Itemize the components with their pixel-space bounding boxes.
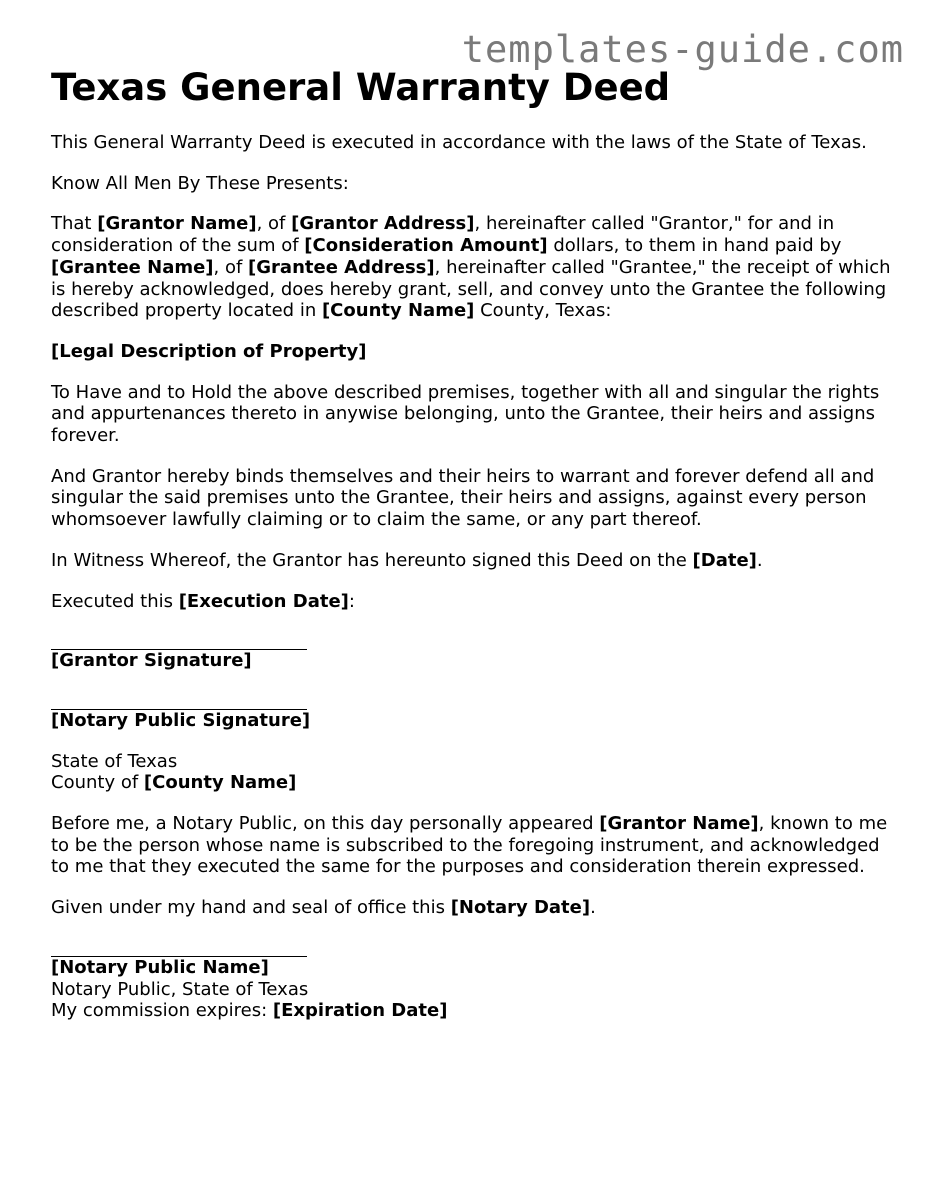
notary-name-block: [51, 938, 891, 1022]
grant-text-3: , hereinafter called "Grantor," for and in consideration of the sum of: [51, 213, 835, 257]
venue-county-prefix: County of: [51, 772, 144, 794]
grant-text-6: , hereinafter called "Grantee," the receipt of which is hereby acknowledged, does hereby grant, sell, and convey unto the Grantee the following described property located in: [51, 256, 891, 322]
warranty-paragraph: And Grantor hereby binds themselves and their heirs to warrant and forever defend all and singular the said premises unto the Grantee, their heirs and assigns, against every person whomsoever lawfully claiming or to claim the same, or any part thereof.: [51, 465, 875, 531]
notary-name-placeholder: [Notary Public Name]: [51, 956, 269, 978]
venue-state: State of Texas: [51, 750, 178, 772]
acknowledgment-paragraph: [51, 813, 891, 878]
grant-text-5: , of: [213, 256, 249, 278]
grantor-signature-label: [51, 650, 891, 672]
document-title: Texas General Warranty Deed: [51, 66, 671, 109]
grantor-name-placeholder: [Grantor Name]: [97, 213, 257, 235]
venue-county-placeholder: [County Name]: [143, 772, 297, 794]
commission-prefix: My commission expires:: [51, 1000, 273, 1022]
executed-text-2: :: [348, 590, 355, 612]
intro-paragraph: This General Warranty Deed is executed in accordance with the laws of the State of Texas.: [51, 132, 867, 153]
witness-text-2: .: [756, 549, 763, 571]
notary-signature-label: [51, 710, 891, 732]
ack-text-1: Before me, a Notary Public, on this day personally appeared: [51, 813, 600, 835]
grant-text-1: That: [51, 213, 98, 235]
notary-signature-line: [51, 691, 307, 710]
know-all-paragraph: Know All Men By These Presents:: [51, 172, 349, 194]
date-placeholder: [Date]: [692, 549, 757, 571]
grantor-signature-block: [51, 631, 891, 672]
habendum-paragraph: To Have and to Hold the above described premises, together with all and singular the rights and appurtenances thereto in anywise belonging, unto the Grantee, their heirs and assigns forever.: [51, 381, 880, 447]
grantee-address-placeholder: [Grantee Address]: [248, 256, 435, 278]
grantor-signature-placeholder: [Grantor Signature]: [51, 650, 252, 672]
grant-text-7: County, Texas:: [474, 300, 612, 322]
ack-text-2: , known to me to be the person whose name is subscribed to the foregoing instrument, and acknowledged to me that they executed the same for the purposes and consideration therein expressed.: [51, 813, 888, 878]
ack-grantor-name-placeholder: [Grantor Name]: [599, 813, 759, 835]
watermark: templates-guide.com: [461, 28, 904, 71]
given-text-2: .: [590, 897, 596, 919]
legal-description: [51, 341, 891, 363]
given-text-1: Given under my hand and seal of office this: [51, 897, 451, 919]
county-placeholder: [County Name]: [321, 300, 475, 322]
notary-name-line: [51, 938, 307, 957]
witness-paragraph: [51, 550, 891, 572]
grantee-name-placeholder: [Grantee Name]: [51, 256, 214, 278]
notary-signature-placeholder: [Notary Public Signature]: [51, 709, 311, 731]
notary-signature-block: [51, 691, 891, 732]
expiration-date-placeholder: [Expiration Date]: [272, 1000, 448, 1022]
grant-paragraph: [51, 213, 891, 322]
notary-name-label: [51, 957, 891, 1022]
legal-description-placeholder: [Legal Description of Property]: [51, 340, 367, 362]
venue-block: [51, 751, 891, 794]
execution-date-placeholder: [Execution Date]: [178, 590, 349, 612]
grant-text-2: , of: [256, 213, 292, 235]
notary-title: Notary Public, State of Texas: [51, 978, 309, 1000]
notary-date-placeholder: [Notary Date]: [450, 897, 591, 919]
given-paragraph: [51, 897, 891, 919]
grantor-signature-line: [51, 631, 307, 650]
consideration-placeholder: [Consideration Amount]: [304, 235, 548, 257]
deed-document: [51, 66, 891, 1041]
grantor-address-placeholder: [Grantor Address]: [291, 213, 475, 235]
grant-text-4: dollars, to them in hand paid by: [547, 235, 842, 257]
executed-paragraph: [51, 591, 891, 613]
witness-text-1: In Witness Whereof, the Grantor has hereunto signed this Deed on the: [51, 549, 693, 571]
executed-text-1: Executed this: [51, 590, 179, 612]
